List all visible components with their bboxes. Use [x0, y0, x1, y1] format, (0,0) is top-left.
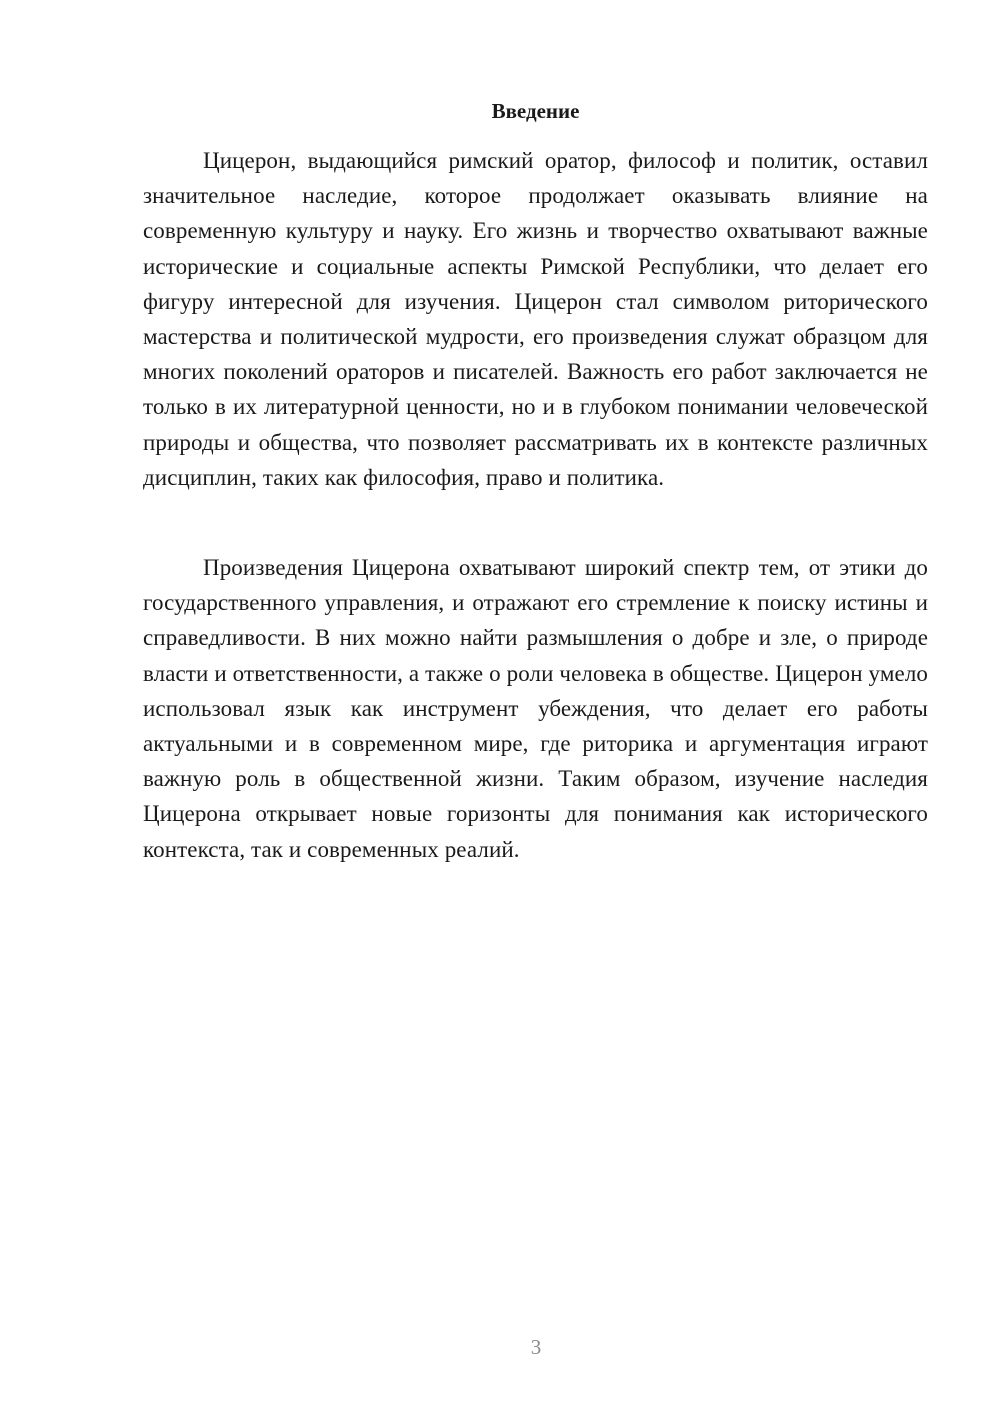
page-number: 3: [530, 1335, 542, 1359]
section-heading: Введение: [491, 99, 580, 123]
paragraph-1: Цицерон, выдающийся римский оратор, философ и политик, оставил значительное наследие, которое продолжает оказывать влияние на современную культуру и науку. Его жизнь и творчество охватывают важные исторические и социальные аспекты Римской Республики, что делает его фигуру интересной для изучения. Цицерон стал символом риторического мастерства и политической мудрости, его произведения служат образцом для многих поколений ораторов и писателей. Важность его работ заключается не только в их литературной ценности, но и в глубоком понимании человеческой природы и общества, что позволяет рассматривать их в контексте различных дисциплин, таких как философия, право и политика.: [143, 148, 928, 490]
paragraph-2: Произведения Цицерона охватывают широкий спектр тем, от этики до государственного управления, и отражают его стремление к поиску истины и справедливости. В них можно найти размышления о добре и зле, о природе власти и ответственности, а также о роли человека в обществе. Цицерон умело использовал язык как инструмент убеждения, что делает его работы актуальными и в современном мире, где риторика и аргументация играют важную роль в общественной жизни. Таким образом, изучение наследия Цицерона открывает новые горизонты для понимания как исторического контекста, так и современных реалий.: [143, 555, 928, 862]
